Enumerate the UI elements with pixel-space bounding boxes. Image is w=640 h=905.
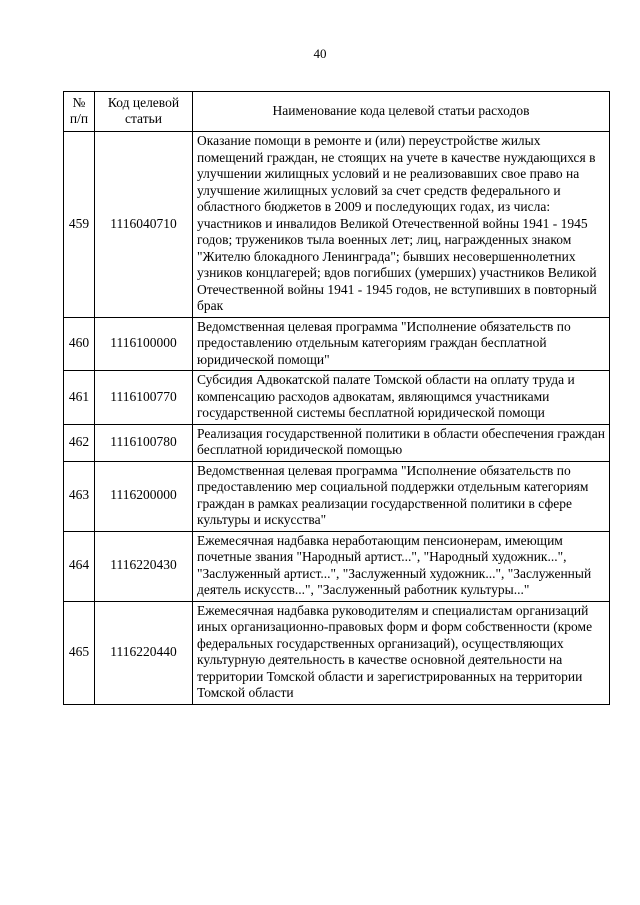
row-number: 465 xyxy=(64,601,95,704)
header-number-line2: п/п xyxy=(69,111,89,126)
table-row xyxy=(64,424,610,461)
row-number: 462 xyxy=(64,424,95,461)
row-code: 1116100770 xyxy=(95,371,193,425)
header-number-line1: № xyxy=(72,94,86,110)
row-name: Ведомственная целевая программа "Исполнение обязательств по предоставлению отдельным категориям граждан бесплатной юридической помощи" xyxy=(193,317,610,371)
header-number xyxy=(64,92,95,132)
table-row xyxy=(64,132,610,318)
table-header-row xyxy=(64,92,610,132)
row-number: 463 xyxy=(64,461,95,531)
row-name: Ежемесячная надбавка руководителям и специалистам организаций иных организационно-правовых форм и форм собственности (кроме федеральных государственных организаций), осуществляющих культурную деятельность в качестве основной деятельности на территории Томской области и зарегистрированных на территории Томской области xyxy=(193,601,610,704)
row-code: 1116040710 xyxy=(95,132,193,318)
table-row xyxy=(64,317,610,371)
row-number: 459 xyxy=(64,132,95,318)
row-code: 1116200000 xyxy=(95,461,193,531)
table-row xyxy=(64,371,610,425)
table-row xyxy=(64,601,610,704)
page-number: 40 xyxy=(313,46,327,61)
row-name: Субсидия Адвокатской палате Томской области на оплату труда и компенсацию расходов адвокатам, являющимся участниками государственной системы бесплатной юридической помощи xyxy=(193,371,610,425)
row-code: 1116220440 xyxy=(95,601,193,704)
table-row xyxy=(64,531,610,601)
target-codes-table xyxy=(63,91,610,705)
row-number: 460 xyxy=(64,317,95,371)
row-name: Оказание помощи в ремонте и (или) переустройстве жилых помещений граждан, не стоящих на учете в качестве нуждающихся в улучшении жилищных условий и не реализовавших свое право на улучшение жилищных условий за счет средств федерального и областного бюджетов в 2009 и последующих годах, из числа: участников и инвалидов Великой Отечественной войны 1941 - 1945 годов; тружеников тыла военных лет; лиц, награжденных знаком "Жителю блокадного Ленинграда"; бывших несовершеннолетних узников концлагерей; вдов погибших (умерших) участников Великой Отечественной войны 1941 - 1945 годов, не вступивших в повторный брак xyxy=(193,132,610,318)
row-code: 1116100780 xyxy=(95,424,193,461)
row-number: 461 xyxy=(64,371,95,425)
row-name: Ведомственная целевая программа "Исполнение обязательств по предоставлению мер социальной поддержки отдельным категориям граждан в рамках реализации государственной политики в сфере культуры и искусства" xyxy=(193,461,610,531)
row-code: 1116220430 xyxy=(95,531,193,601)
row-name: Реализация государственной политики в области обеспечения граждан бесплатной юридической помощью xyxy=(193,424,610,461)
header-code-line1: Код целевой xyxy=(107,94,180,110)
row-code: 1116100000 xyxy=(95,317,193,371)
table-row xyxy=(64,461,610,531)
header-name: Наименование кода целевой статьи расходов xyxy=(193,92,610,132)
header-code xyxy=(95,92,193,132)
header-code-line2: статьи xyxy=(125,111,162,126)
row-number: 464 xyxy=(64,531,95,601)
row-name: Ежемесячная надбавка неработающим пенсионерам, имеющим почетные звания "Народный артист...", "Народный художник...", "Заслуженный артист...", "Заслуженный художник...", "Заслуженный деятель искусств...", "Заслуженный работник культуры..." xyxy=(193,531,610,601)
